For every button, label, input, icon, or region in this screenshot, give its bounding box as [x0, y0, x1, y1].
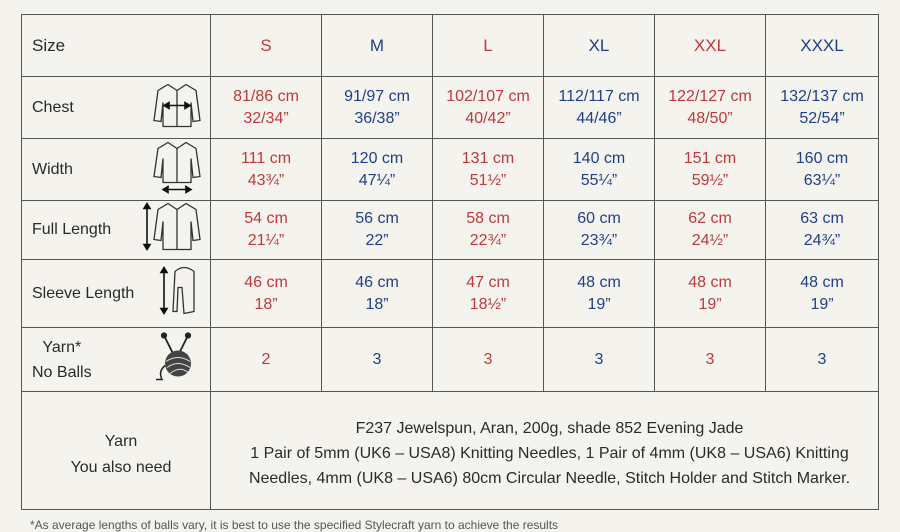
size-table [21, 14, 879, 510]
size-xxl: XXL [655, 15, 766, 77]
sleeve-length-xl: 48 cm 19” [544, 260, 655, 328]
sleeve-length-label: Sleeve Length [32, 284, 135, 302]
size-l: L [433, 15, 544, 77]
sleeve-length-label-cell [22, 260, 211, 328]
no-balls-label: No Balls [32, 363, 92, 381]
size-s: S [211, 15, 322, 77]
chest-s: 81/86 cm 32/34” [211, 77, 322, 139]
width-l: 131 cm 51½” [433, 139, 544, 201]
sleeve-length-xxxl: 48 cm 19” [766, 260, 879, 328]
full-length-row [22, 201, 879, 260]
yarn-footnote: *As average lengths of balls vary, it is best to use the specified Stylecraft yarn to achieve the results [30, 518, 559, 532]
cardigan-length-icon [142, 200, 204, 261]
size-header-row [22, 15, 879, 77]
yarn-description: F237 Jewelspun, Aran, 200g, shade 852 Evening Jade [355, 420, 744, 437]
yarn-balls-l: 3 [433, 328, 544, 392]
size-m: M [322, 15, 433, 77]
sleeve-length-icon [158, 261, 204, 326]
chest-xl: 112/117 cm 44/46” [544, 77, 655, 139]
materials-row [22, 392, 879, 510]
yarn-info-label: Yarn [104, 432, 138, 450]
chest-label: Chest [32, 98, 74, 116]
yarn-balls-s: 2 [211, 328, 322, 392]
materials-text [211, 392, 879, 510]
chest-xxl: 122/127 cm 48/50” [655, 77, 766, 139]
yarn-balls-xxl: 3 [655, 328, 766, 392]
width-s: 111 cm 43¾” [211, 139, 322, 201]
width-row [22, 139, 879, 201]
width-label: Width [32, 160, 73, 178]
size-header-label: Size [22, 15, 211, 77]
size-xl: XL [544, 15, 655, 77]
yarn-balls-row [22, 328, 879, 392]
materials-labels [22, 392, 211, 510]
chest-l: 102/107 cm 40/42” [433, 77, 544, 139]
width-xxxl: 160 cm 63¼” [766, 139, 879, 201]
sleeve-length-l: 47 cm 18½” [433, 260, 544, 328]
chest-m: 91/97 cm 36/38” [322, 77, 433, 139]
you-also-need-label: You also need [70, 458, 172, 476]
yarn-balls-label-cell [22, 328, 211, 392]
full-length-l: 58 cm 22¾” [433, 201, 544, 260]
width-xxl: 151 cm 59½” [655, 139, 766, 201]
full-length-m: 56 cm 22” [322, 201, 433, 260]
yarn-label: Yarn* [42, 338, 82, 356]
chest-row [22, 77, 879, 139]
yarn-balls-xxxl: 3 [766, 328, 879, 392]
full-length-xxxl: 63 cm 24¾” [766, 201, 879, 260]
full-length-label-cell [22, 201, 211, 260]
also-need-description: 1 Pair of 5mm (UK6 – USA8) Knitting Needles, 1 Pair of 4mm (UK8 – USA6) Knitting Needles, 4mm (UK8 – USA6) 80cm Circular Needle, Stitch Holder and Stitch Marker. [248, 445, 851, 487]
chest-label-cell [22, 77, 211, 139]
sleeve-length-s: 46 cm 18” [211, 260, 322, 328]
width-xl: 140 cm 55¼” [544, 139, 655, 201]
yarn-ball-needles-icon [154, 331, 198, 388]
full-length-label: Full Length [32, 221, 112, 238]
full-length-xl: 60 cm 23¾” [544, 201, 655, 260]
cardigan-width-icon [150, 138, 204, 201]
sleeve-length-m: 46 cm 18” [322, 260, 433, 328]
yarn-balls-m: 3 [322, 328, 433, 392]
sleeve-length-xxl: 48 cm 19” [655, 260, 766, 328]
size-xxxl: XXXL [766, 15, 879, 77]
full-length-s: 54 cm 21¼” [211, 201, 322, 260]
yarn-balls-xl: 3 [544, 328, 655, 392]
full-length-xxl: 62 cm 24½” [655, 201, 766, 260]
cardigan-chest-icon [150, 78, 204, 137]
width-m: 120 cm 47¼” [322, 139, 433, 201]
chest-xxxl: 132/137 cm 52/54” [766, 77, 879, 139]
width-label-cell [22, 139, 211, 201]
sleeve-length-row [22, 260, 879, 328]
